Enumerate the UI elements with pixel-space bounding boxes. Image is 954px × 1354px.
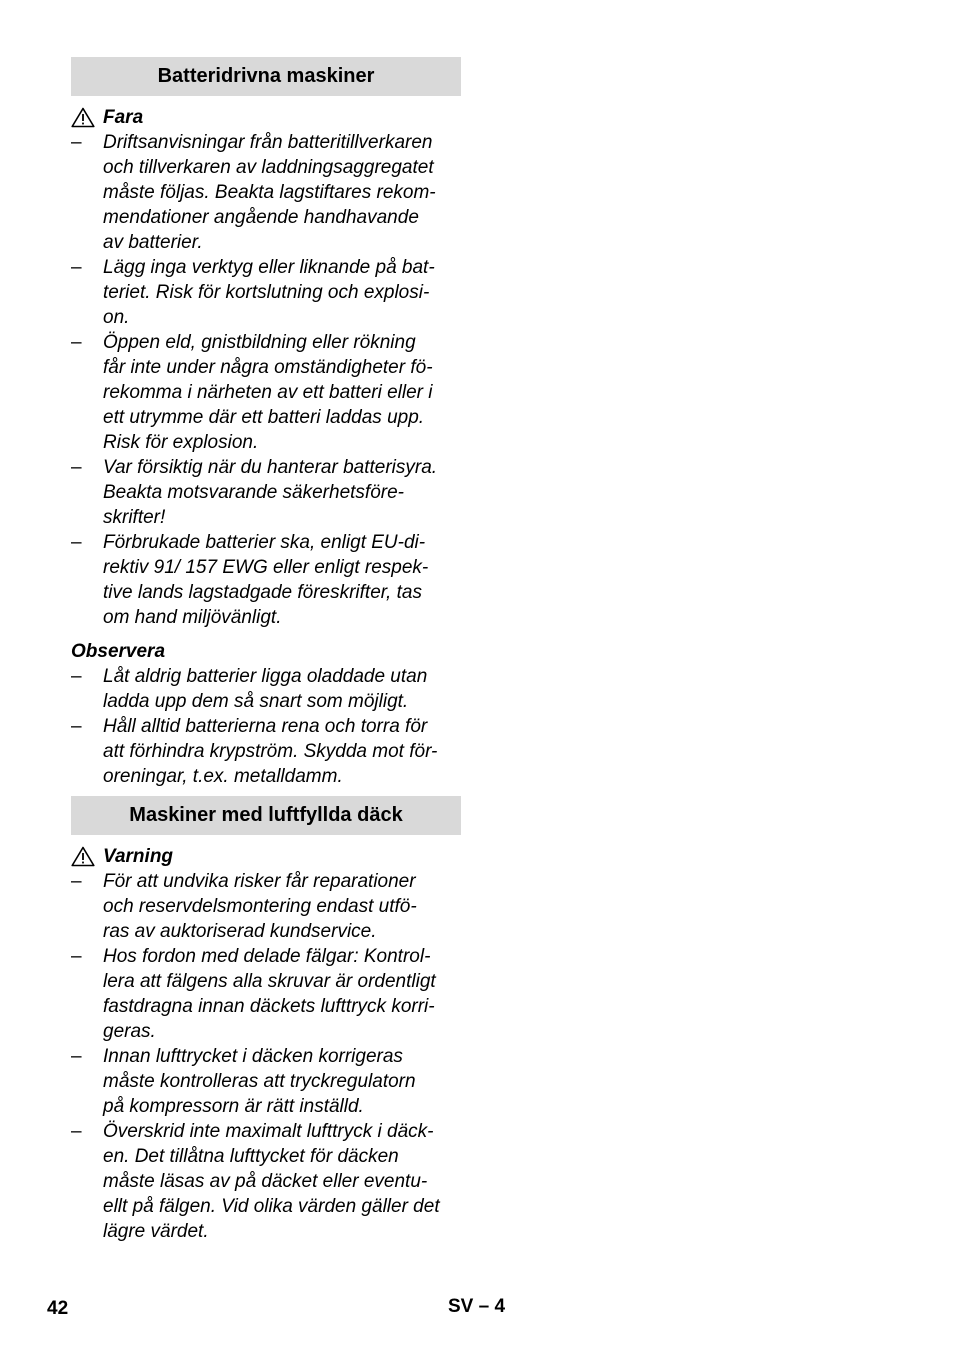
list-dash: – — [71, 457, 82, 478]
text-line: Risk för explosion. — [103, 432, 259, 453]
list-item — [71, 330, 461, 455]
list-dash: – — [71, 132, 82, 153]
warning-list — [71, 869, 461, 1244]
text-line: on. — [103, 307, 130, 328]
text-line: på kompressorn är rätt inställd. — [103, 1096, 364, 1117]
text-line: ellt på fälgen. Vid olika värden gäller det — [103, 1196, 440, 1217]
list-dash: – — [71, 532, 82, 553]
text-line: om hand miljövänligt. — [103, 607, 282, 628]
text-line: rekomma i närheten av ett batteri eller i — [103, 382, 433, 403]
text-line: och reservdelsmontering endast utfö- — [103, 896, 417, 917]
text-line: Innan lufttrycket i däcken korrigeras — [103, 1046, 403, 1067]
text-line: Håll alltid batterierna rena och torra för — [103, 716, 428, 737]
list-item — [71, 255, 461, 330]
note-list — [71, 664, 461, 789]
list-dash: – — [71, 716, 82, 737]
text-line: lägre värdet. — [103, 1221, 209, 1242]
text-line: måste läsas av på däcket eller eventu- — [103, 1171, 428, 1192]
text-line: skrifter! — [103, 507, 166, 528]
text-line: Lägg inga verktyg eller liknande på bat- — [103, 257, 435, 278]
list-item — [71, 944, 461, 1044]
text-line: fastdragna innan däckets lufttryck korri- — [103, 996, 435, 1017]
section-heading-battery: Batteridrivna maskiner — [71, 57, 461, 96]
note-heading: Observera — [71, 640, 166, 662]
list-item — [71, 1044, 461, 1119]
text-line: ladda upp dem så snart som möjligt. — [103, 691, 409, 712]
text-line: tive lands lagstadgade föreskrifter, tas — [103, 582, 422, 603]
text-line: Driftsanvisningar från batteritillverkaren — [103, 132, 433, 153]
text-line: av batterier. — [103, 232, 203, 253]
list-item — [71, 530, 461, 630]
text-line: mendationer angående handhavande — [103, 207, 419, 228]
text-line: Var försiktig när du hanterar batterisyra. — [103, 457, 438, 478]
list-dash: – — [71, 666, 82, 687]
text-line: Förbrukade batterier ska, enligt EU-di- — [103, 532, 426, 553]
text-line: Hos fordon med delade fälgar: Kontrol- — [103, 946, 431, 967]
text-line: att förhindra krypström. Skydda mot för- — [103, 741, 438, 762]
list-dash: – — [71, 946, 82, 967]
list-item — [71, 455, 461, 530]
text-line: och tillverkaren av laddningsaggregatet — [103, 157, 434, 178]
list-item — [71, 1119, 461, 1244]
text-line: rektiv 91/ 157 EWG eller enligt respek- — [103, 557, 429, 578]
list-item — [71, 664, 461, 714]
text-line: en. Det tillåtna lufttycket för däcken — [103, 1146, 399, 1167]
list-item — [71, 130, 461, 255]
warning-triangle-icon — [71, 107, 103, 129]
list-dash: – — [71, 1046, 82, 1067]
list-item — [71, 869, 461, 944]
text-line: geras. — [103, 1021, 156, 1042]
text-line: ett utrymme där ett batteri laddas upp. — [103, 407, 425, 428]
list-dash: – — [71, 1121, 82, 1142]
text-line: Beakta motsvarande säkerhetsföre- — [103, 482, 404, 503]
text-line: får inte under några omständigheter fö- — [103, 357, 433, 378]
danger-list — [71, 130, 461, 630]
list-item — [71, 714, 461, 789]
list-dash: – — [71, 332, 82, 353]
text-line: lera att fälgens alla skruvar är ordentligt — [103, 971, 436, 992]
text-line: teriet. Risk för kortslutning och explosi- — [103, 282, 430, 303]
danger-heading — [71, 105, 461, 130]
warning-triangle-icon — [71, 846, 103, 868]
text-line: oreningar, t.ex. metalldamm. — [103, 766, 343, 787]
text-line: Låt aldrig batterier ligga oladdade utan — [103, 666, 428, 687]
content-column — [71, 57, 461, 1244]
list-dash: – — [71, 871, 82, 892]
warning-heading — [71, 844, 461, 869]
warning-label: Varning — [103, 845, 174, 867]
text-line: Överskrid inte maximalt lufttryck i däck- — [103, 1121, 434, 1142]
text-line: måste kontrolleras att tryckregulatorn — [103, 1071, 416, 1092]
text-line: måste följas. Beakta lagstiftares rekom- — [103, 182, 436, 203]
danger-label: Fara — [103, 106, 144, 128]
section-heading-tyres: Maskiner med luftfyllda däck — [71, 796, 461, 835]
text-line: ras av auktoriserad kundservice. — [103, 921, 377, 942]
list-dash: – — [71, 257, 82, 278]
page-number: 42 — [47, 1298, 69, 1319]
text-line: För att undvika risker får reparationer — [103, 871, 416, 892]
text-line: Öppen eld, gnistbildning eller rökning — [103, 332, 416, 353]
language-page-label: SV – 4 — [448, 1296, 506, 1317]
